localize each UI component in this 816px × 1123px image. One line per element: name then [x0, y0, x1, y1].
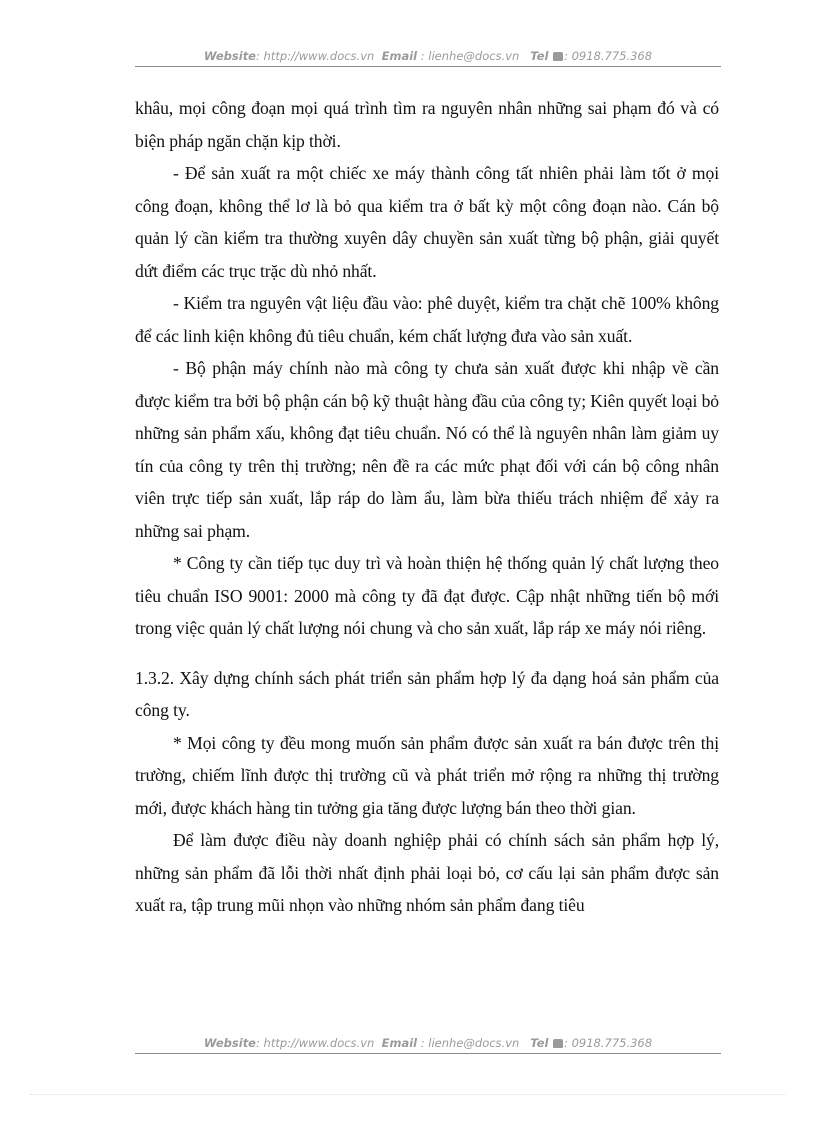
header-email-link[interactable]: : lienhe@docs.vn — [420, 49, 520, 63]
body-text — [135, 92, 719, 922]
paragraph-6: * Mọi công ty đều mong muốn sản phẩm được sản xuất ra bán được trên thị trường, chiếm lĩnh được thị trường cũ và phát triển mở rộng ra những thị trường mới, được khách hàng tin tưởng gia tăng được lượng bán theo thời gian. — [135, 732, 719, 818]
header-email-label: Email — [381, 49, 418, 63]
page-header — [135, 49, 721, 63]
footer-divider — [135, 1053, 721, 1054]
header-tel-label: Tel — [530, 49, 549, 63]
header-website-label: Website — [203, 49, 256, 63]
page-edge-dotted-line — [30, 1094, 786, 1095]
paragraph-5: * Công ty cần tiếp tục duy trì và hoàn thiện hệ thống quản lý chất lượng theo tiêu chuẩn ISO 9001: 2000 mà công ty đã đạt được. Cập nhật những tiến bộ mới trong việc quản lý chất lượng nói chung và cho sản xuất, lắp ráp xe máy nói riêng. — [135, 553, 719, 638]
paragraph-7: Để làm được điều này doanh nghiệp phải có chính sách sản phẩm hợp lý, những sản phẩm đã lỗi thời nhất định phải loại bỏ, cơ cấu lại sản phẩm được sản xuất ra, tập trung mũi nhọn vào những nhóm sản phẩm đang tiêu — [135, 830, 719, 915]
phone-icon — [553, 1039, 563, 1048]
page-footer — [135, 1036, 721, 1050]
footer-website-link[interactable]: : http://www.docs.vn — [256, 1036, 375, 1050]
phone-icon — [553, 52, 563, 61]
footer-website-label: Website — [203, 1036, 256, 1050]
header-website-link[interactable]: : http://www.docs.vn — [256, 49, 375, 63]
paragraph-3: - Kiểm tra nguyên vật liệu đầu vào: phê duyệt, kiểm tra chặt chẽ 100% không để các linh kiện không đủ tiêu chuẩn, kém chất lượng đưa vào sản xuất. — [135, 293, 719, 346]
footer-email-label: Email — [381, 1036, 418, 1050]
header-divider — [135, 66, 721, 67]
footer-email-link[interactable]: : lienhe@docs.vn — [420, 1036, 520, 1050]
section-heading: 1.3.2. Xây dựng chính sách phát triển sản phẩm hợp lý đa dạng hoá sản phẩm của công ty. — [135, 667, 719, 720]
header-tel-value: : 0918.775.368 — [564, 49, 653, 63]
paragraph-1: khâu, mọi công đoạn mọi quá trình tìm ra nguyên nhân những sai phạm đó và có biện pháp ngăn chặn kịp thời. — [135, 98, 719, 151]
footer-tel-label: Tel — [530, 1036, 549, 1050]
paragraph-2: - Để sản xuất ra một chiếc xe máy thành công tất nhiên phải làm tốt ở mọi công đoạn, không thể lơ là bỏ qua kiểm tra ở bất kỳ một công đoạn nào. Cán bộ quản lý cần kiểm tra thường xuyên dây chuyền sản xuất từng bộ phận, giải quyết dứt điểm các trục trặc dù nhỏ nhất. — [135, 163, 719, 281]
footer-tel-value: : 0918.775.368 — [564, 1036, 653, 1050]
paragraph-4: - Bộ phận máy chính nào mà công ty chưa sản xuất được khi nhập về cần được kiểm tra bởi bộ phận cán bộ kỹ thuật hàng đầu của công ty; Kiên quyết loại bỏ những sản phẩm xấu, không đạt tiêu chuẩn. Nó có thể là nguyên nhân làm giảm uy tín của công ty trên thị trường; nên đề ra các mức phạt đối với cán bộ công nhân viên trực tiếp sản xuất, lắp ráp do làm ẩu, làm bừa thiếu trách nhiệm để xảy ra những sai phạm. — [135, 358, 719, 541]
